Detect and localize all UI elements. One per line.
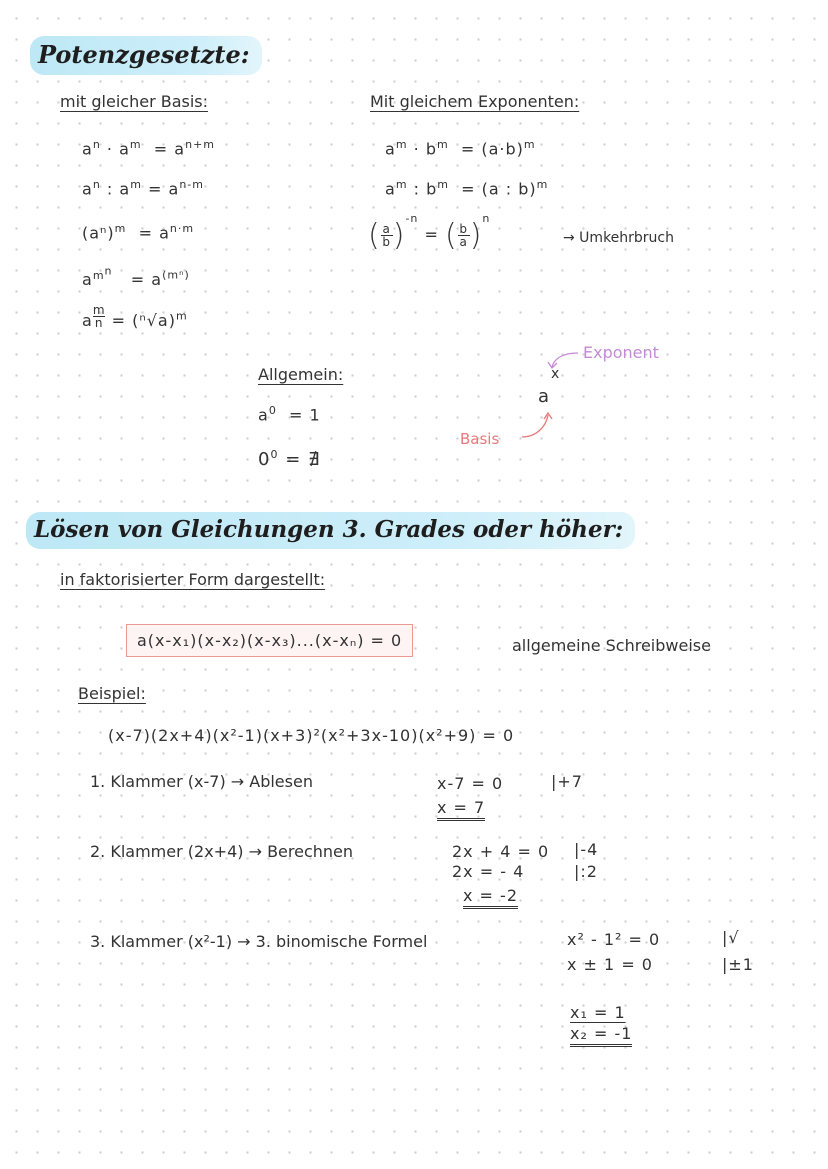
k3-equation-2: x ± 1 = 0 bbox=[567, 955, 653, 974]
k2-operation-2: |:2 bbox=[574, 862, 598, 881]
rule-zero-to-zero: $0^0$ = ∄ bbox=[258, 448, 321, 470]
heading-same-base: mit gleicher Basis: bbox=[60, 92, 209, 111]
step-klammer-3: 3. Klammer (x²-1) → 3. binomische Formel bbox=[90, 932, 428, 951]
rule-power-of-power: $(a^n)^m = a^{n\cdot m}$ bbox=[82, 222, 195, 243]
note-general-form: allgemeine Schreibweise bbox=[512, 636, 711, 655]
heading-allgemein: Allgemein: bbox=[258, 365, 344, 384]
section-title-potenzgesetze: Potenzgesetzte: bbox=[30, 36, 262, 75]
note-umkehrbruch: → Umkehrbruch bbox=[563, 230, 675, 246]
rule-product-same-base: $a^n \cdot a^m = a^{n+m}$ bbox=[82, 138, 215, 159]
general-formula-box: a(x-x₁)(x-x₂)(x-x₃)...(x-xₙ) = 0 bbox=[126, 624, 413, 657]
rule-power-tower: $a^{m^n}$ = $a^{(m^n)}$ bbox=[82, 264, 190, 289]
label-example: Beispiel: bbox=[78, 684, 146, 703]
k2-result: x = -2 bbox=[463, 886, 518, 909]
rule-zero-exponent: $a^0 = 1$ bbox=[258, 404, 321, 425]
step-klammer-2: 2. Klammer (2x+4) → Berechnen bbox=[90, 842, 354, 861]
k1-operation: |+7 bbox=[551, 772, 583, 791]
k3-operation-1: |√ bbox=[722, 928, 740, 947]
k3-result-1: x₁ = 1 bbox=[570, 1003, 626, 1022]
rule-quotient-same-exponent: $a^m$ : $b^m = (a$ : b)$^m$ bbox=[385, 178, 549, 199]
rule-fractional-exponent: a $^{\frac{m}{n}}$ = $(^n√a)^m$ bbox=[82, 303, 188, 330]
k1-result: x = 7 bbox=[437, 798, 485, 821]
rule-product-same-exponent: $a^m \cdot b^m = (a\cdot b)^m$ bbox=[385, 138, 536, 159]
diagram-exponent-symbol: x bbox=[551, 366, 560, 382]
k1-equation: x-7 = 0 bbox=[437, 774, 504, 793]
section-title-gleichungen: Lösen von Gleichungen 3. Grades oder höher: bbox=[26, 512, 635, 549]
k3-result-2: x₂ = -1 bbox=[570, 1024, 632, 1047]
step-klammer-1: 1. Klammer (x-7) → Ablesen bbox=[90, 772, 313, 791]
rule-negative-exponent-fraction: ( $\frac{a}{b}$ )$^{-n}$ = ( $\frac{b}{a}$ )$^n$ bbox=[368, 212, 491, 253]
label-basis: Basis bbox=[460, 430, 500, 448]
heading-factored-form: in faktorisierter Form dargestellt: bbox=[60, 570, 326, 589]
k2-equation: 2x + 4 = 0 bbox=[452, 842, 550, 861]
diagram-base-symbol: a bbox=[538, 386, 550, 407]
k3-equation: x² - 1² = 0 bbox=[567, 930, 661, 949]
label-exponent: Exponent bbox=[583, 343, 659, 362]
example-equation: (x-7)(2x+4)(x²-1)(x+3)²(x²+3x-10)(x²+9) = 0 bbox=[108, 726, 515, 745]
k3-operation-2: |±1 bbox=[722, 955, 754, 974]
k2-operation-1: |-4 bbox=[574, 840, 599, 859]
k2-equation-2: 2x = - 4 bbox=[452, 862, 525, 881]
heading-same-exponent: Mit gleichem Exponenten: bbox=[370, 92, 580, 111]
rule-quotient-same-base: $a^n$ : $a^m = a^{n-m}$ bbox=[82, 178, 204, 199]
